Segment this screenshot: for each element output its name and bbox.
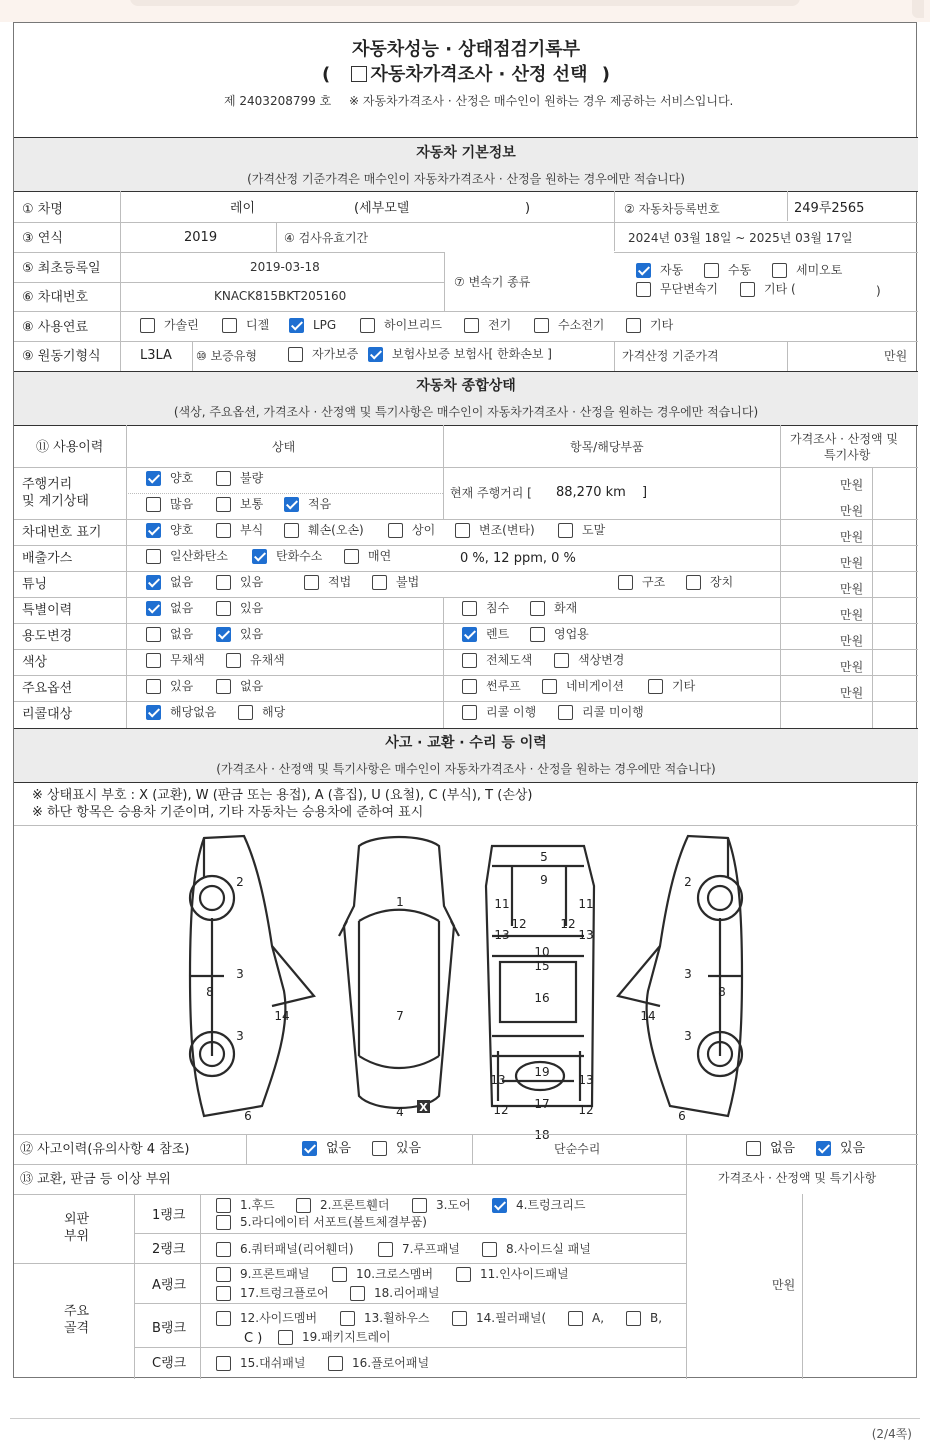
option-label-overall-special-1: 있음 bbox=[240, 601, 264, 615]
checkbox-overall-use-3[interactable] bbox=[530, 627, 545, 642]
option-label-basic-trans-0: 자동 bbox=[660, 263, 684, 277]
fuel-label: ⑧ 사용연료 bbox=[22, 320, 89, 335]
svg-text:6: 6 bbox=[244, 1109, 252, 1123]
checkbox-overall-recall-2[interactable] bbox=[462, 705, 477, 720]
doc-number: 제 2403208799 호 bbox=[224, 94, 332, 108]
checkbox-basic-warranty-1[interactable] bbox=[368, 347, 383, 362]
checkbox-basic-trans-0[interactable] bbox=[636, 263, 651, 278]
option-label-overall-mileage_r1-1: 불량 bbox=[240, 471, 264, 485]
svg-text:3: 3 bbox=[684, 1029, 692, 1043]
checkbox-overall-vin-0[interactable] bbox=[146, 523, 161, 538]
svg-text:3: 3 bbox=[236, 967, 244, 981]
checkbox-overall-tuning-1[interactable] bbox=[216, 575, 231, 590]
checkbox-accident-r2-2[interactable] bbox=[482, 1242, 497, 1257]
mileage-close: ] bbox=[642, 485, 648, 500]
svg-text:10: 10 bbox=[534, 945, 550, 959]
svg-text:8: 8 bbox=[718, 985, 726, 999]
option-label-overall-mileage_r1-0: 양호 bbox=[170, 471, 194, 485]
checkbox-overall-color-0[interactable] bbox=[146, 653, 161, 668]
option-label-overall-color-1: 유채색 bbox=[250, 653, 285, 667]
car-name-label: ① 차명 bbox=[22, 202, 63, 217]
checkbox-basic-trans-1[interactable] bbox=[704, 263, 719, 278]
checkbox-basic-fuel-1[interactable] bbox=[222, 318, 237, 333]
svg-text:11: 11 bbox=[578, 897, 594, 911]
rank-b-label: B랭크 bbox=[152, 1321, 187, 1336]
option-label-overall-tuning-2: 적법 bbox=[328, 575, 352, 589]
price-unit-7: 만원 bbox=[840, 660, 864, 674]
option-label-basic-trans-4: 기타 ( bbox=[764, 282, 796, 296]
inspection-sheet bbox=[13, 22, 917, 1378]
checkbox-overall-color-1[interactable] bbox=[226, 653, 241, 668]
car-model-label: (세부모델 bbox=[354, 201, 410, 216]
mileage-current-label: 현재 주행거리 [ bbox=[450, 486, 532, 500]
checkbox-overall-special-3[interactable] bbox=[530, 601, 545, 616]
first-reg-value: 2019-03-18 bbox=[250, 260, 320, 274]
checkbox-accident-rBa-1[interactable] bbox=[340, 1311, 355, 1326]
option-label-accident-r1a-2: 3.도어 bbox=[436, 1198, 471, 1212]
checkbox-overall-tuning-2[interactable] bbox=[304, 575, 319, 590]
checkbox-overall-vin-5[interactable] bbox=[558, 523, 573, 538]
option-label-overall-recall-3: 리콜 미이행 bbox=[582, 705, 644, 719]
svg-text:13: 13 bbox=[494, 928, 510, 942]
checkbox-overall-special-2[interactable] bbox=[462, 601, 477, 616]
car-model-close: ) bbox=[525, 201, 531, 216]
special-history-label: 특별이력 bbox=[22, 603, 73, 618]
checkbox-accident-rAb-1[interactable] bbox=[350, 1286, 365, 1301]
svg-text:19: 19 bbox=[534, 1065, 550, 1079]
svg-text:13: 13 bbox=[578, 1073, 594, 1087]
parts-price-unit: 만원 bbox=[772, 1278, 796, 1292]
vin-mark-label: 차대번호 표기 bbox=[22, 525, 102, 540]
checkbox-overall-color-3[interactable] bbox=[554, 653, 569, 668]
checkbox-accident-rAa-0[interactable] bbox=[216, 1267, 231, 1282]
checkbox-overall-option-3[interactable] bbox=[542, 679, 557, 694]
option-label-accident-rC-1: 16.플로어패널 bbox=[352, 1356, 430, 1370]
svg-text:11: 11 bbox=[494, 897, 510, 911]
option-label-accident-rAb-1: 18.리어패널 bbox=[374, 1286, 440, 1300]
option-label-accident-r2-2: 8.사이드실 패널 bbox=[506, 1242, 591, 1256]
inspection-period-label: ④ 검사유효기간 bbox=[284, 231, 369, 245]
mileage-value: 88,270 km bbox=[556, 485, 626, 500]
color-label: 색상 bbox=[22, 655, 48, 670]
svg-text:2: 2 bbox=[236, 875, 244, 889]
option-label-accident-r1a-3: 4.트렁크리드 bbox=[516, 1198, 586, 1212]
checkbox-accident-hist-0[interactable] bbox=[302, 1141, 317, 1156]
engine-type-value: L3LA bbox=[140, 348, 172, 363]
checkbox-overall-vin-1[interactable] bbox=[216, 523, 231, 538]
option-label-basic-fuel-3: 하이브리드 bbox=[384, 318, 442, 332]
option-label-accident-simple-1: 있음 bbox=[840, 1141, 866, 1156]
checkbox-accident-r1a-1[interactable] bbox=[296, 1198, 311, 1213]
overall-section-title: 자동차 종합상태 bbox=[416, 378, 516, 394]
simple-repair-label: 단순수리 bbox=[554, 1142, 601, 1156]
option-label-accident-hist-0: 없음 bbox=[326, 1141, 352, 1156]
price-unit-6: 만원 bbox=[840, 634, 864, 648]
option-label-basic-fuel-6: 기타 bbox=[650, 318, 674, 332]
checkbox-basic-fuel-0[interactable] bbox=[140, 318, 155, 333]
tuning-label: 튜닝 bbox=[22, 577, 48, 592]
svg-text:7: 7 bbox=[396, 1009, 404, 1023]
doc-notice: ※ 자동차가격조사 · 산정은 매수인이 원하는 경우 제공하는 서비스입니다. bbox=[349, 94, 734, 108]
svg-text:13: 13 bbox=[578, 928, 594, 942]
frame-label: 주요 bbox=[64, 1304, 90, 1319]
checkbox-accident-r2-1[interactable] bbox=[378, 1242, 393, 1257]
mileage-label-2: 및 계기상태 bbox=[22, 494, 89, 509]
use-change-label: 용도변경 bbox=[22, 629, 73, 644]
page-footer bbox=[10, 1418, 920, 1441]
engine-type-label: ⑨ 원동기형식 bbox=[22, 349, 101, 364]
checkbox-overall-mileage_r2-0[interactable] bbox=[146, 497, 161, 512]
option-label-overall-special-2: 침수 bbox=[486, 601, 510, 615]
option-label-overall-option-0: 있음 bbox=[170, 679, 194, 693]
reg-number-label: ② 자동차등록번호 bbox=[624, 202, 720, 216]
rank-2-label: 2랭크 bbox=[152, 1242, 186, 1257]
option-label-overall-tuning-1: 있음 bbox=[240, 575, 264, 589]
paren-close: ) bbox=[601, 64, 610, 85]
checkbox-accident-rBa-4[interactable] bbox=[626, 1311, 641, 1326]
checkbox-overall-tuning-5[interactable] bbox=[686, 575, 701, 590]
checkbox-accident-r1a-0[interactable] bbox=[216, 1198, 231, 1213]
recall-label: 리콜대상 bbox=[22, 707, 73, 722]
item-header: 항목/해당부품 bbox=[570, 440, 644, 454]
svg-text:15: 15 bbox=[534, 959, 550, 973]
option-label-overall-option-1: 없음 bbox=[240, 679, 264, 693]
top-nub bbox=[912, 0, 924, 18]
option-label-overall-recall-0: 해당없음 bbox=[170, 705, 217, 719]
svg-text:14: 14 bbox=[640, 1009, 656, 1023]
checkbox-accident-rBb-0[interactable] bbox=[278, 1330, 293, 1345]
option-label-overall-vin-4: 변조(변타) bbox=[479, 523, 535, 537]
price-unit-3: 만원 bbox=[840, 556, 864, 570]
svg-text:9: 9 bbox=[540, 873, 548, 887]
checkbox-basic-trans-3[interactable] bbox=[636, 282, 651, 297]
checkbox-accident-simple-0[interactable] bbox=[746, 1141, 761, 1156]
price-unit-5: 만원 bbox=[840, 608, 864, 622]
option-label-overall-mileage_r2-0: 많음 bbox=[170, 497, 194, 511]
price-select-label: 자동차가격조사 · 산정 선택 bbox=[370, 64, 588, 85]
svg-text:2: 2 bbox=[684, 875, 692, 889]
accident-section-title: 사고 · 교환 · 수리 등 이력 bbox=[385, 735, 547, 751]
first-reg-label: ⑤ 최초등록일 bbox=[22, 261, 101, 276]
option-label-overall-gas-1: 탄화수소 bbox=[276, 549, 323, 563]
option-label-overall-option-3: 네비게이션 bbox=[566, 679, 624, 693]
checkbox-overall-mileage_r1-1[interactable] bbox=[216, 471, 231, 486]
checkbox-overall-tuning-4[interactable] bbox=[618, 575, 633, 590]
checkbox-overall-option-2[interactable] bbox=[462, 679, 477, 694]
svg-text:12: 12 bbox=[560, 917, 576, 931]
option-label-overall-mileage_r2-2: 적음 bbox=[308, 497, 332, 511]
option-label-overall-option-4: 기타 bbox=[672, 679, 696, 693]
option-label-overall-color-3: 색상변경 bbox=[578, 653, 625, 667]
option-label-overall-color-2: 전체도색 bbox=[486, 653, 533, 667]
checkbox-accident-rBa-3[interactable] bbox=[568, 1311, 583, 1326]
price-unit-1: 만원 bbox=[840, 504, 864, 518]
trans-other-close: ) bbox=[876, 284, 881, 298]
checkbox-overall-recall-1[interactable] bbox=[238, 705, 253, 720]
svg-text:16: 16 bbox=[534, 991, 550, 1005]
checkbox-basic-trans-2[interactable] bbox=[772, 263, 787, 278]
car-name-value: 레이 bbox=[230, 201, 256, 216]
checkbox-accident-rBa-2[interactable] bbox=[452, 1311, 467, 1326]
frame-label-2: 골격 bbox=[64, 1321, 90, 1336]
option-label-overall-mileage_r2-1: 보통 bbox=[240, 497, 264, 511]
price-header-2: 특기사항 bbox=[824, 448, 871, 462]
checkbox-overall-special-1[interactable] bbox=[216, 601, 231, 616]
rank-1-label: 1랭크 bbox=[152, 1208, 186, 1223]
page-number: (2/4쪽) bbox=[871, 1427, 912, 1441]
svg-text:6: 6 bbox=[678, 1109, 686, 1123]
checkbox-overall-vin-3[interactable] bbox=[388, 523, 403, 538]
option-label-accident-rAa-2: 11.인사이드패널 bbox=[480, 1267, 569, 1281]
checkbox-overall-option-1[interactable] bbox=[216, 679, 231, 694]
option-label-overall-color-0: 무채색 bbox=[170, 653, 205, 667]
accident-history-label: ⑫ 사고이력(유의사항 4 참조) bbox=[20, 1142, 190, 1157]
accident-note: (가격조사 · 산정액 및 특기사항은 매수인이 자동차가격조사 · 산정을 원하는 경우에만 적습니다) bbox=[216, 762, 716, 776]
emission-label: 배출가스 bbox=[22, 551, 73, 566]
checkbox-overall-mileage_r1-0[interactable] bbox=[146, 471, 161, 486]
option-label-overall-use-1: 있음 bbox=[240, 627, 264, 641]
car-damage-diagram bbox=[14, 826, 918, 1142]
checkbox-accident-rC-0[interactable] bbox=[216, 1356, 231, 1371]
option-label-overall-use-0: 없음 bbox=[170, 627, 194, 641]
option-label-accident-rC-0: 15.대쉬패널 bbox=[240, 1356, 306, 1370]
svg-text:12: 12 bbox=[511, 917, 527, 931]
checkbox-overall-gas-1[interactable] bbox=[252, 549, 267, 564]
option-label-basic-fuel-1: 디젤 bbox=[246, 318, 270, 332]
option-label-accident-r2-1: 7.루프패널 bbox=[402, 1242, 460, 1256]
svg-text:1: 1 bbox=[396, 895, 404, 909]
outer-panel-label-2: 부위 bbox=[64, 1229, 90, 1244]
option-label-accident-r1a-0: 1.후드 bbox=[240, 1198, 275, 1212]
base-price-label: 가격산정 기준가격 bbox=[622, 349, 719, 363]
mileage-label-1: 주행거리 bbox=[22, 477, 73, 492]
model-year-label: ③ 연식 bbox=[22, 231, 63, 246]
svg-text:3: 3 bbox=[684, 967, 692, 981]
option-label-overall-recall-1: 해당 bbox=[262, 705, 286, 719]
checkbox-accident-r1a-3[interactable] bbox=[492, 1198, 507, 1213]
checkbox-basic-trans-4[interactable] bbox=[740, 282, 755, 297]
basic-note: (가격산정 기준가격은 매수인이 자동차가격조사 · 산정을 원하는 경우에만 적습니다) bbox=[247, 172, 685, 186]
doc-title: 자동차성능 · 상태점검기록부 bbox=[351, 39, 581, 60]
parts-price-label: 가격조사 · 산정액 및 특기사항 bbox=[718, 1171, 877, 1185]
checkbox-overall-mileage_r2-1[interactable] bbox=[216, 497, 231, 512]
option-label-accident-simple-0: 없음 bbox=[770, 1141, 796, 1156]
option-label-overall-vin-0: 양호 bbox=[170, 523, 194, 537]
option-label-accident-r2-0: 6.쿼터패널(리어휀더) bbox=[240, 1242, 354, 1256]
price-select-checkbox[interactable] bbox=[351, 66, 367, 82]
damage-mark: X bbox=[419, 1101, 428, 1114]
option-label-basic-fuel-2: LPG bbox=[313, 318, 337, 332]
option-label-overall-use-3: 영업용 bbox=[554, 627, 589, 641]
svg-text:12: 12 bbox=[578, 1103, 594, 1117]
option-label-basic-fuel-4: 전기 bbox=[488, 318, 512, 332]
option-label-overall-option-2: 썬루프 bbox=[486, 679, 521, 693]
vin-label: ⑥ 차대번호 bbox=[22, 290, 89, 305]
option-label-overall-tuning-4: 구조 bbox=[642, 575, 666, 589]
option-label-overall-special-0: 없음 bbox=[170, 601, 194, 615]
basic-section-title: 자동차 기본정보 bbox=[416, 145, 516, 161]
option-label-basic-fuel-5: 수소전기 bbox=[558, 318, 605, 332]
checkbox-overall-tuning-0[interactable] bbox=[146, 575, 161, 590]
option-label-overall-vin-5: 도말 bbox=[582, 523, 606, 537]
option-label-basic-warranty-1: 보험사보증 보험사[ 한화손보 ] bbox=[392, 347, 552, 361]
rank-c-label: C랭크 bbox=[152, 1356, 187, 1371]
checkbox-overall-option-0[interactable] bbox=[146, 679, 161, 694]
option-label-accident-rBb-0: 19.패키지트레이 bbox=[302, 1330, 391, 1344]
emission-values: 0 %, 12 ppm, 0 % bbox=[460, 551, 576, 566]
price-unit-4: 만원 bbox=[840, 582, 864, 596]
option-label-basic-warranty-0: 자가보증 bbox=[312, 347, 359, 361]
checkbox-overall-special-0[interactable] bbox=[146, 601, 161, 616]
checkbox-overall-vin-2[interactable] bbox=[284, 523, 299, 538]
svg-text:18: 18 bbox=[534, 1128, 550, 1142]
checkbox-accident-rC-1[interactable] bbox=[328, 1356, 343, 1371]
reg-number-value: 249루2565 bbox=[794, 201, 865, 216]
option-label-accident-rAb-0: 17.트렁크플로어 bbox=[240, 1286, 329, 1300]
rank-a-label: A랭크 bbox=[152, 1278, 187, 1293]
checkbox-accident-simple-1[interactable] bbox=[816, 1141, 831, 1156]
option-label-accident-rBa-3: A, bbox=[592, 1311, 605, 1325]
price-header-1: 가격조사 · 산정액 및 bbox=[790, 432, 898, 446]
option-label-overall-use-2: 렌트 bbox=[486, 627, 510, 641]
option-label-overall-tuning-0: 없음 bbox=[170, 575, 194, 589]
checkbox-overall-vin-4[interactable] bbox=[455, 523, 470, 538]
checkbox-accident-r1a-2[interactable] bbox=[412, 1198, 427, 1213]
checkbox-overall-recall-3[interactable] bbox=[558, 705, 573, 720]
option-label-overall-vin-1: 부식 bbox=[240, 523, 264, 537]
outer-panel-label: 외판 bbox=[64, 1212, 90, 1227]
checkbox-overall-mileage_r2-2[interactable] bbox=[284, 497, 299, 512]
option-label-accident-rBa-4: B, bbox=[650, 1311, 663, 1325]
warranty-label: ⑩ 보증유형 bbox=[196, 349, 257, 363]
option-label-overall-gas-0: 일산화탄소 bbox=[170, 549, 228, 563]
checkbox-overall-recall-0[interactable] bbox=[146, 705, 161, 720]
parts-label: ⑬ 교환, 판금 등 이상 부위 bbox=[20, 1172, 171, 1187]
option-label-overall-special-3: 화재 bbox=[554, 601, 578, 615]
price-unit-2: 만원 bbox=[840, 530, 864, 544]
checkbox-basic-fuel-5[interactable] bbox=[534, 318, 549, 333]
svg-text:5: 5 bbox=[540, 850, 548, 864]
option-label-basic-trans-2: 세미오토 bbox=[796, 263, 843, 277]
option-label-basic-fuel-0: 가솔린 bbox=[164, 318, 199, 332]
checkbox-overall-gas-2[interactable] bbox=[344, 549, 359, 564]
checkbox-basic-warranty-0[interactable] bbox=[288, 347, 303, 362]
checkbox-accident-rAb-0[interactable] bbox=[216, 1286, 231, 1301]
checkbox-overall-use-1[interactable] bbox=[216, 627, 231, 642]
option-label-accident-r1b-0: 5.라디에이터 서포트(볼트체결부품) bbox=[240, 1215, 427, 1229]
checkbox-accident-rBa-0[interactable] bbox=[216, 1311, 231, 1326]
option-label-basic-trans-3: 무단변속기 bbox=[660, 282, 718, 296]
checkbox-overall-use-2[interactable] bbox=[462, 627, 477, 642]
option-label-accident-r1a-1: 2.프론트휀더 bbox=[320, 1198, 390, 1212]
option-label-overall-tuning-5: 장치 bbox=[710, 575, 734, 589]
price-unit-8: 만원 bbox=[840, 686, 864, 700]
checkbox-overall-gas-0[interactable] bbox=[146, 549, 161, 564]
price-unit-0: 만원 bbox=[840, 478, 864, 492]
checkbox-accident-hist-1[interactable] bbox=[372, 1141, 387, 1156]
legend-line-2: ※ 하단 항목은 승용차 기준이며, 기타 자동차는 승용차에 준하여 표시 bbox=[32, 805, 424, 820]
base-price-unit: 만원 bbox=[884, 349, 908, 363]
option-label-overall-vin-2: 훼손(오손) bbox=[308, 523, 364, 537]
doc-subtitle bbox=[14, 66, 918, 84]
option-label-accident-hist-1: 있음 bbox=[396, 1141, 422, 1156]
svg-text:3: 3 bbox=[236, 1029, 244, 1043]
checkbox-basic-fuel-4[interactable] bbox=[464, 318, 479, 333]
checkbox-overall-use-0[interactable] bbox=[146, 627, 161, 642]
checkbox-accident-rAa-2[interactable] bbox=[456, 1267, 471, 1282]
transmission-label: ⑦ 변속기 종류 bbox=[454, 275, 531, 289]
svg-text:13: 13 bbox=[490, 1073, 506, 1087]
option-label-accident-rBa-1: 13.휠하우스 bbox=[364, 1311, 430, 1325]
pillar-c-label: C ) bbox=[244, 1331, 263, 1346]
inspection-period-value: 2024년 03월 18일 ~ 2025년 03월 17일 bbox=[628, 231, 853, 245]
option-label-overall-tuning-3: 불법 bbox=[396, 575, 420, 589]
checkbox-basic-fuel-2[interactable] bbox=[289, 318, 304, 333]
checkbox-overall-tuning-3[interactable] bbox=[372, 575, 387, 590]
model-year-value: 2019 bbox=[184, 230, 218, 245]
checkbox-accident-r1b-0[interactable] bbox=[216, 1215, 231, 1230]
overall-note: (색상, 주요옵션, 가격조사 · 산정액 및 특기사항은 매수인이 자동차가격조사 · 산정을 원하는 경우에만 적습니다) bbox=[173, 405, 759, 419]
checkbox-overall-color-2[interactable] bbox=[462, 653, 477, 668]
svg-text:17: 17 bbox=[534, 1097, 550, 1111]
svg-text:8: 8 bbox=[206, 985, 214, 999]
checkbox-overall-option-4[interactable] bbox=[648, 679, 663, 694]
checkbox-basic-fuel-3[interactable] bbox=[360, 318, 375, 333]
legend-line-1: ※ 상태표시 부호 : X (교환), W (판금 또는 용접), A (흠집), U (요철), C (부식), T (손상) bbox=[32, 788, 533, 803]
option-label-accident-rAa-1: 10.크로스멤버 bbox=[356, 1267, 434, 1281]
vin-value: KNACK815BKT205160 bbox=[214, 289, 347, 303]
checkbox-basic-fuel-6[interactable] bbox=[626, 318, 641, 333]
svg-text:14: 14 bbox=[274, 1009, 290, 1023]
svg-text:12: 12 bbox=[493, 1103, 509, 1117]
checkbox-accident-r2-0[interactable] bbox=[216, 1242, 231, 1257]
option-label-overall-gas-2: 매연 bbox=[368, 549, 392, 563]
option-label-overall-recall-2: 리콜 이행 bbox=[486, 705, 537, 719]
options-label: 주요옵션 bbox=[22, 681, 73, 696]
top-bar bbox=[0, 0, 930, 22]
option-label-accident-rAa-0: 9.프론트패널 bbox=[240, 1267, 310, 1281]
usage-history-header: ⑪ 사용이력 bbox=[36, 440, 104, 455]
top-pill bbox=[130, 0, 800, 6]
paren-open: ( bbox=[322, 64, 331, 85]
option-label-accident-rBa-0: 12.사이드멤버 bbox=[240, 1311, 318, 1325]
checkbox-accident-rAa-1[interactable] bbox=[332, 1267, 347, 1282]
option-label-accident-rBa-2: 14.필러패널( bbox=[476, 1311, 547, 1325]
state-header: 상태 bbox=[272, 440, 296, 454]
option-label-overall-vin-3: 상이 bbox=[412, 523, 436, 537]
svg-text:4: 4 bbox=[396, 1105, 404, 1119]
option-label-basic-trans-1: 수동 bbox=[728, 263, 752, 277]
